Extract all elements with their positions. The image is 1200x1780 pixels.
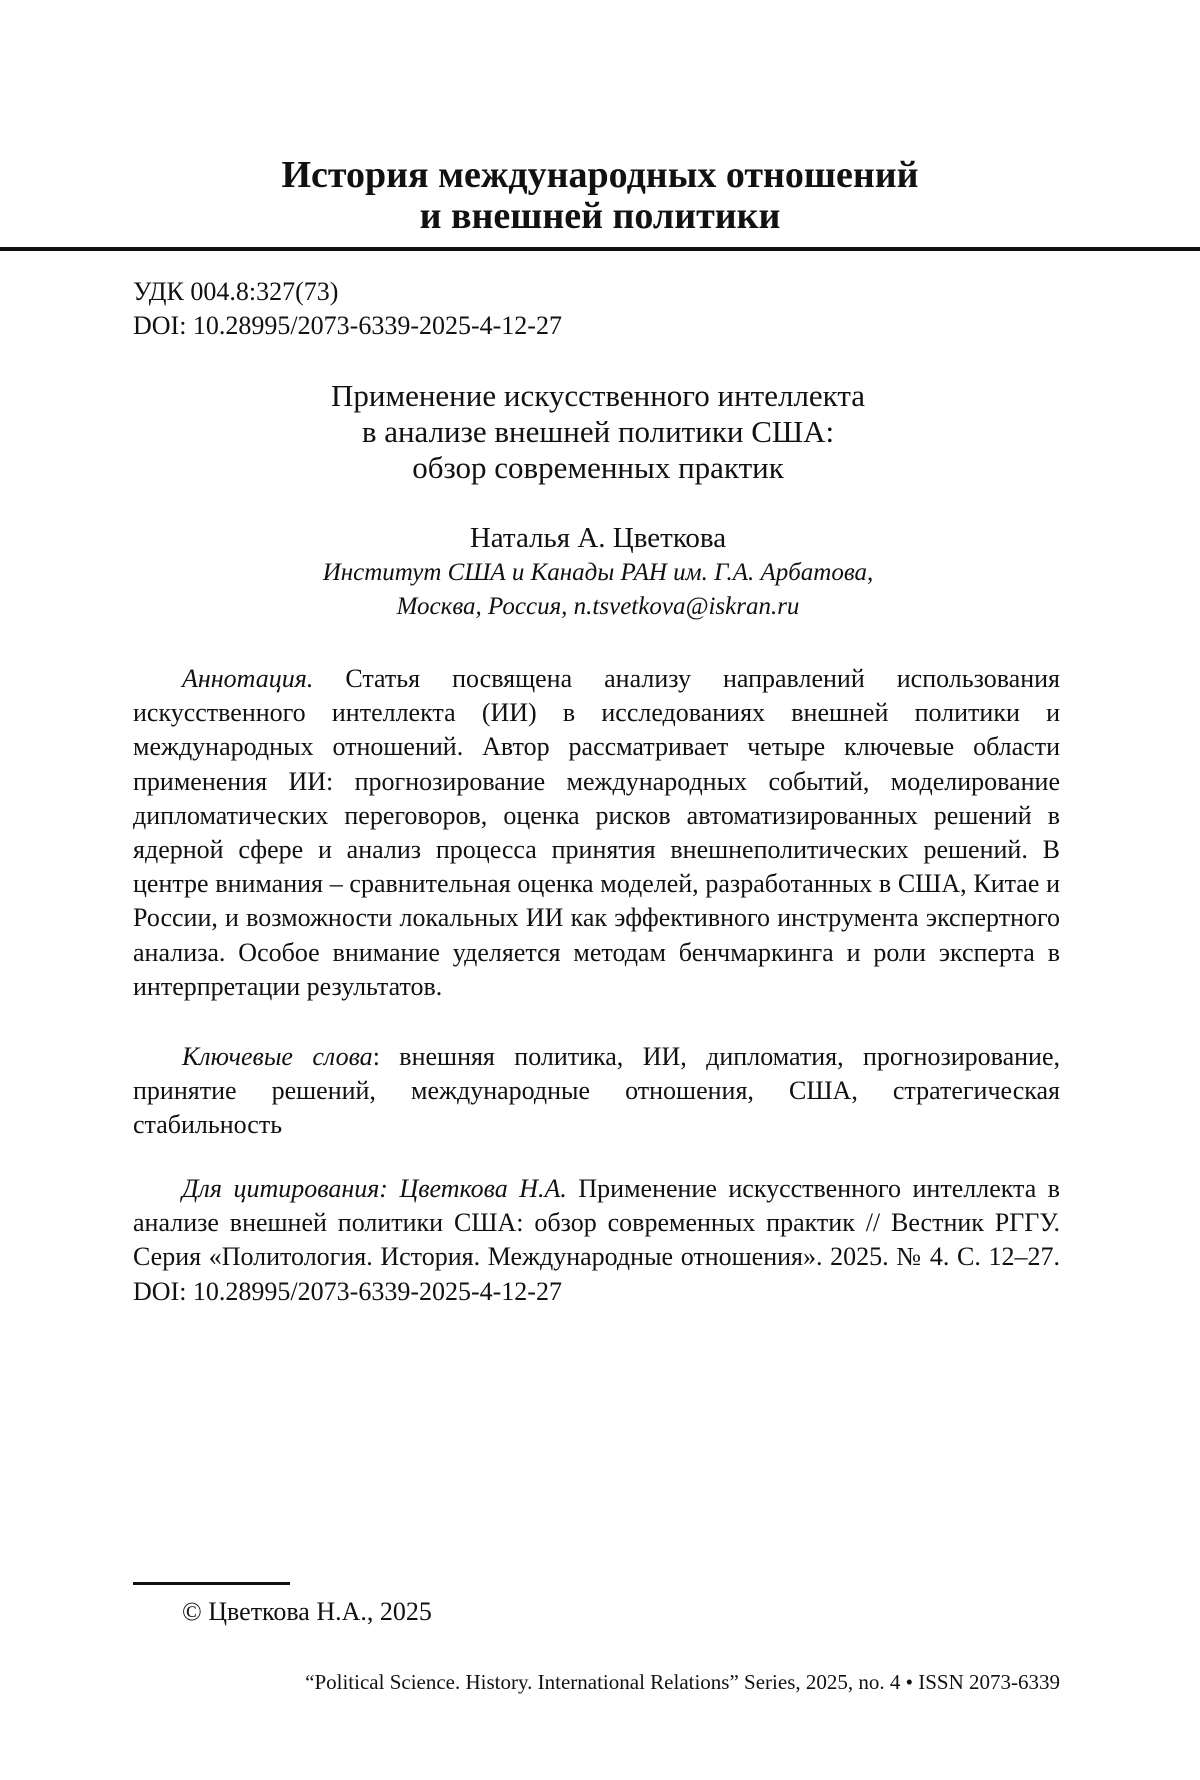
keywords [133, 1040, 1060, 1143]
citation [133, 1172, 1060, 1309]
affiliation-line-2: Москва, Россия, n.tsvetkova@iskran.ru [396, 593, 800, 620]
footnote-divider [133, 1582, 290, 1585]
keywords-paragraph [133, 1040, 1060, 1143]
author-name: Наталья А. Цветкова [469, 522, 727, 554]
keywords-label: Ключевые слова [182, 1042, 373, 1071]
annotation [133, 662, 1060, 1004]
citation-text: Применение искусственного интеллекта в анализе внешней политики США: обзор современных практик // Вестник РГГУ. Серия «Политология. История. Международные отношения». 2025. № 4. С. 12–27. DOI: 10.28995/2073-6339-2025-4-12-27 [133, 1174, 1060, 1306]
doi: DOI: 10.28995/2073-6339-2025-4-12-27 [133, 311, 562, 340]
author-block [133, 520, 1063, 624]
article-title-line-3: обзор современных практик [412, 450, 784, 485]
running-footer: “Political Science. History. International Relations” Series, 2025, no. 4 • ISSN 2073-6339 [305, 1670, 1060, 1694]
article-title-line-1: Применение искусственного интеллекта [330, 378, 866, 413]
article-meta [133, 275, 562, 343]
section-header [0, 155, 1200, 251]
annotation-paragraph [133, 662, 1060, 1004]
copyright-notice: © Цветкова Н.А., 2025 [182, 1597, 432, 1626]
udk-code: УДК 004.8:327(73) [133, 277, 339, 306]
citation-label: Для цитирования: Цветкова Н.А. [182, 1174, 567, 1203]
section-title-line-1: История международных отношений [281, 154, 919, 196]
annotation-label: Аннотация. [182, 664, 314, 693]
article-title-line-2: в анализе внешней политики США: [361, 414, 835, 449]
citation-paragraph [133, 1172, 1060, 1309]
article-title [133, 378, 1063, 486]
affiliation-line-1: Институт США и Канады РАН им. Г.А. Арбатова, [322, 559, 874, 586]
section-title-line-2: и внешней политики [419, 195, 781, 237]
keywords-text: : внешняя политика, ИИ, дипломатия, прогнозирование, принятие решений, международные отношения, США, стратегическая стабильность [133, 1042, 1060, 1140]
annotation-text: Статья посвящена анализу направлений использования искусственного интеллекта (ИИ) в исследованиях внешней политики и международных отношений. Автор рассматривает четыре ключевые области применения ИИ: прогнозирование международных событий, моделирование дипломатических переговоров, оценка рисков автоматизированных решений в ядерной сфере и анализ процесса принятия внешнеполитических решений. В центре внимания – сравнительная оценка моделей, разработанных в США, Китае и России, и возможности локальных ИИ как эффективного инструмента экспертного анализа. Особое внимание уделяется методам бенчмаркинга и роли эксперта в интерпретации результатов. [133, 664, 1060, 1001]
